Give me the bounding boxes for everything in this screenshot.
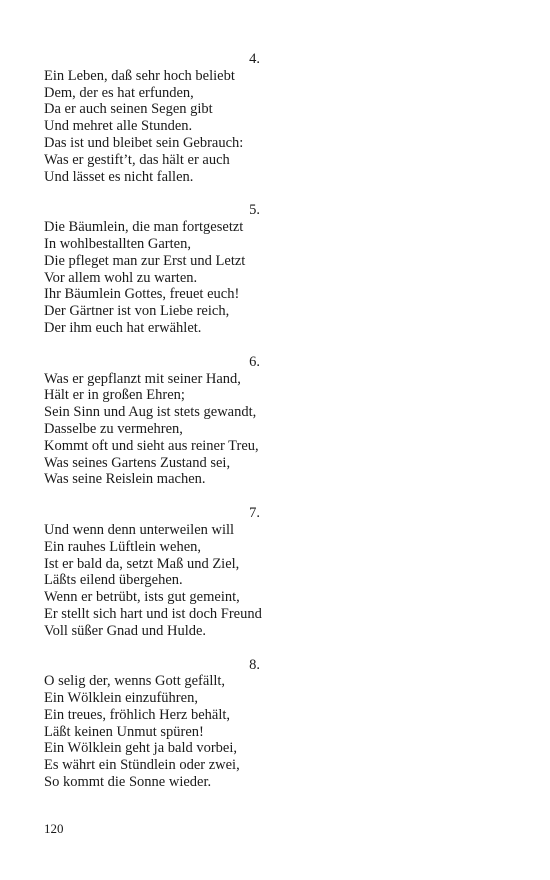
- stanza-number: 7.: [249, 505, 260, 522]
- verse-line: Läßts eilend übergehen.: [44, 572, 183, 589]
- verse-line: In wohlbestallten Garten,: [44, 235, 191, 252]
- verse-line: Die Bäumlein, die man fortgesetzt: [44, 219, 244, 236]
- verse-line: Dasselbe zu vermehren,: [44, 420, 183, 437]
- verse-line: Vor allem wohl zu warten.: [44, 269, 198, 286]
- verse-line: Der Gärtner ist von Liebe reich,: [44, 303, 230, 320]
- verse-line: Sein Sinn und Aug ist stets gewandt,: [44, 404, 257, 421]
- verse-line: Kommt oft und sieht aus reiner Treu,: [44, 437, 259, 454]
- stanza-number: 4.: [249, 51, 260, 67]
- verse-line: Und lässet es nicht fallen.: [44, 168, 194, 185]
- verse-line: Und wenn denn unterweilen will: [44, 521, 235, 538]
- verse-line: Ein Leben, daß sehr hoch beliebt: [44, 67, 235, 84]
- verse-line: Es währt ein Stündlein oder zwei,: [44, 757, 240, 774]
- stanza: [44, 505, 284, 639]
- verse-line: O selig der, wenns Gott gefällt,: [44, 673, 226, 690]
- stanza: [44, 354, 284, 488]
- verse-line: Wenn er betrübt, ists gut gemeint,: [44, 589, 240, 606]
- verse-line: Da er auch seinen Segen gibt: [44, 101, 213, 118]
- verse-line: Ein rauhes Lüftlein wehen,: [44, 538, 202, 555]
- verse-line: Der ihm euch hat erwählet.: [44, 319, 202, 336]
- verse-line: Läßt keinen Unmut spüren!: [44, 723, 204, 740]
- verse-line: Ein treues, fröhlich Herz behält,: [44, 706, 231, 723]
- verse-line: Ist er bald da, setzt Maß und Ziel,: [44, 555, 240, 572]
- verse-line: Was er gepflanzt mit seiner Hand,: [44, 370, 241, 387]
- verse-line: Das ist und bleibet sein Gebrauch:: [44, 134, 244, 151]
- verse-line: Ein Wölklein einzuführen,: [44, 690, 198, 707]
- stanza-number: 8.: [249, 656, 260, 673]
- verse-line: Die pfleget man zur Erst und Letzt: [44, 252, 246, 269]
- stanza: [44, 51, 284, 185]
- verse-line: Was seines Gartens Zustand sei,: [44, 454, 231, 471]
- verse-line: Was er gestift’t, das hält er auch: [44, 151, 230, 168]
- hymn-verses: [44, 51, 284, 808]
- verse-line: Was seine Reislein machen.: [44, 471, 206, 488]
- verse-line: Voll süßer Gnad und Hulde.: [44, 622, 207, 639]
- verse-line: Hält er in großen Ehren;: [44, 387, 185, 404]
- stanza: [44, 202, 284, 336]
- verse-line: Ihr Bäumlein Gottes, freuet euch!: [44, 286, 240, 303]
- verse-line: Er stellt sich hart und ist doch Freund: [44, 605, 262, 622]
- stanza-number: 6.: [249, 353, 260, 370]
- page-number: 120: [44, 821, 64, 836]
- verse-line: So kommt die Sonne wieder.: [44, 774, 212, 791]
- stanza-number: 5.: [249, 202, 260, 219]
- verse-line: Ein Wölklein geht ja bald vorbei,: [44, 740, 238, 757]
- stanza: [44, 657, 284, 791]
- verse-line: Dem, der es hat erfunden,: [44, 84, 194, 101]
- verse-line: Und mehret alle Stunden.: [44, 118, 193, 135]
